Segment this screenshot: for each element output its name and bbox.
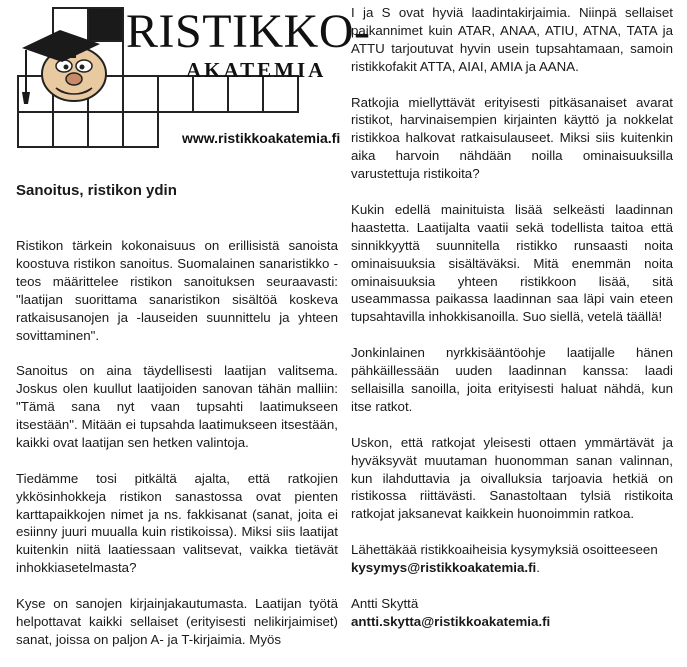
contact-line xyxy=(351,541,673,559)
author-email-link[interactable]: antti.skytta@ristikkoakatemia.fi xyxy=(351,613,551,629)
left-column xyxy=(16,237,338,667)
right-column xyxy=(351,4,673,649)
brand-title: RISTIKKO- xyxy=(126,5,371,58)
paragraph: I ja S ovat hyviä laadintakirjaimia. Niinpä sellaiset paikannimet kuin ATAR, ANAA, ATIU, ATNA, TATA ja ATTU tarjoutuvat hyvin usein tupsahtamaan, samoin ristikkofakit ATTA, AIAI, AMIA ja AANA. xyxy=(351,5,673,74)
contact-email-link[interactable]: kysymys@ristikkoakatemia.fi xyxy=(351,560,537,576)
paragraph: Sanoitus on aina täydellisesti laatijan valitsema. Joskus olen kuullut laatijoiden sanovan tähän malliin: "Tämä sana nyt vaan tupsahti laatimukseen itsestään". Mitään ei tupsahda laatimukseen itsestään, kaikki ovat laatijan sen hetken valintoja. xyxy=(16,363,338,450)
author-email-line xyxy=(351,613,673,631)
paragraph: Uskon, että ratkojat yleisesti ottaen ymmärtävät ja hyväksyvät muutaman huonomman sanan valinnan, kun ilahduttavia ja oivalluksia tarjoavia hetkiä on ristikossa riittävästi. Sanastoltaan tylsiä ristikoita ratkojat jaksanevat kaikkein huonoimmin ratkoa. xyxy=(351,434,673,522)
brand-subtitle: AKATEMIA xyxy=(186,58,327,82)
article-heading: Sanoitus, ristikon ydin xyxy=(16,182,177,199)
paragraph: Kyse on sanojen kirjainjakautumasta. Laatijan työtä helpottavat kaikki sellaiset (erityisesti nelikirjaimiset) sanat, joissa on paljon A- ja T-kirjaimia. Myös xyxy=(16,596,338,647)
author-name: Antti Skyttä xyxy=(351,595,419,611)
logo xyxy=(16,4,371,154)
website-link[interactable]: www.ristikkoakatemia.fi xyxy=(182,130,341,146)
paragraph: Kukin edellä mainituista lisää selkeästi laadinnan haastetta. Laatijalta vaatii sekä todellista taitoa että sinnikkyyttä suunnitella ristikko runsaasti noita ominaisuuksia sisältäväksi. Mitä enemmän noita ominaisuuksia yhteen ristikkoon lisää, sitä useammassa paikassa laadinnan saa läpi vain eteen tupsahtavilla inhokkisanoilla. Suo siellä, vetelä täällä! xyxy=(351,201,673,325)
contact-email-line xyxy=(351,559,673,577)
paragraph: Tiedämme tosi pitkältä ajalta, että ratkojien ykkösinhokkeja ristikon sanastossa ovat pienten karttapaikkojen nimet ja ns. fakkisanat (sanat, joita ei esiinny juuri muualla kuin ristikoissa). Miksi siis laatijat kuitenkin niitä laatiessaan valitsevat, vaikka tietävät inhokkiasetelmasta? xyxy=(16,470,338,576)
paragraph: Ristikon tärkein kokonaisuus on erillisistä sanoista koostuva ristikon sanoitus. Suomalainen sanaristikko -teos määrittelee ristikon sanoituksen seuraavasti: "laatijan suorittama sanaristikon sisältöä koskeva ratkaisusanojen ja -lauseiden suunnittelu ja yhteen sovittaminen". xyxy=(16,238,338,343)
contact-suffix: . xyxy=(536,560,540,576)
contact-text: Lähettäkää ristikkoaiheisia kysymyksiä osoitteeseen xyxy=(351,542,658,558)
paragraph: Jonkinlainen nyrkkisääntöohje laatijalle hänen pähkäillessään uuden laadinnan kanssa: laadi sellaisilla sanoilla, joita erityisesti haluat nähdä, kun itse ratkot. xyxy=(351,345,673,414)
paragraph: Ratkojia miellyttävät erityisesti pitkäsanaiset avarat ristikot, harvinaisempien kirjainten käyttö ja nokkelat ristikkoa halkovat ratkaisulauseet. Miksi siis kuitenkin aika harvoin nähdään noilla ominaisuuksilla varustettuja ristikoita? xyxy=(351,94,673,182)
